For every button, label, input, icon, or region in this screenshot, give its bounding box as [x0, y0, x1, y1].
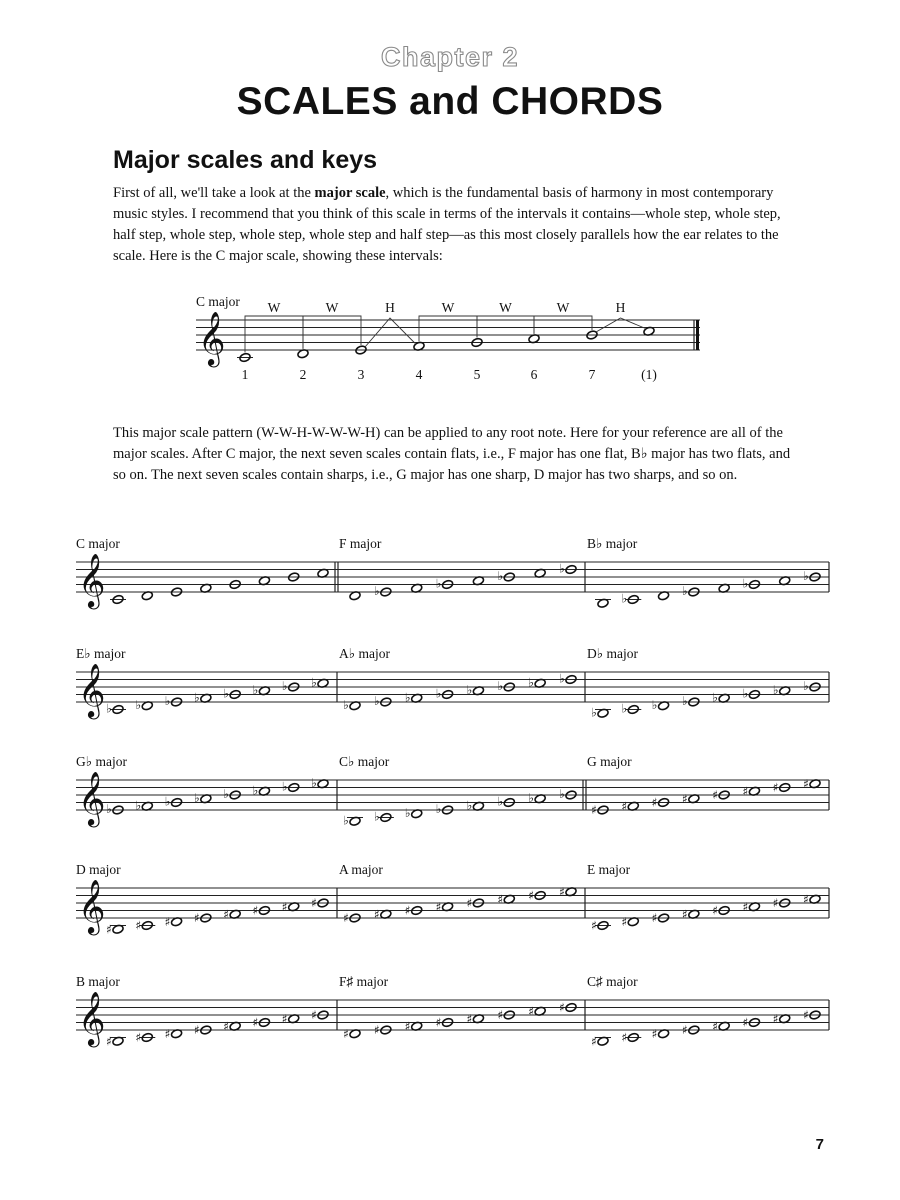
sharp-icon: ♯ [681, 791, 688, 806]
sharp-icon: ♯ [681, 907, 688, 922]
scale-label: A♭ major [339, 646, 390, 661]
sharp-icon: ♯ [559, 1000, 565, 1015]
sharp-icon: ♯ [772, 1011, 779, 1026]
interval-label: W [441, 300, 455, 315]
degree-label: 3 [357, 367, 365, 382]
flat-icon: ♭ [803, 569, 809, 583]
staff-lines [585, 562, 829, 592]
flat-icon: ♭ [343, 697, 349, 712]
degree-label: 7 [588, 367, 596, 382]
flat-icon: ♭ [497, 794, 504, 809]
whole-step-marker [477, 300, 534, 338]
sharp-icon: ♯ [435, 899, 442, 914]
treble-clef-icon: 𝄞 [78, 663, 106, 717]
interval-label: H [615, 300, 626, 315]
treble-clef-icon: 𝄞 [198, 311, 226, 365]
sharp-icon: ♯ [651, 911, 658, 925]
flat-icon: ♭ [223, 686, 229, 701]
scale-label: E major [587, 862, 631, 877]
sharp-icon: ♯ [223, 907, 230, 922]
flat-icon: ♭ [252, 783, 259, 798]
flat-icon: ♭ [194, 790, 200, 805]
sharp-icon: ♯ [404, 903, 411, 918]
flat-icon: ♭ [281, 679, 288, 693]
sharp-icon: ♯ [651, 795, 658, 810]
staff-lines [585, 888, 829, 918]
sharp-icon: ♯ [466, 896, 473, 910]
flat-icon: ♭ [404, 690, 411, 705]
flat-icon: ♭ [528, 675, 534, 690]
flat-icon: ♭ [223, 787, 229, 801]
sharp-icon: ♯ [135, 918, 142, 933]
flat-icon: ♭ [374, 694, 380, 708]
flat-icon: ♭ [374, 809, 380, 824]
staff-lines [585, 672, 829, 705]
flat-icon: ♭ [164, 694, 171, 708]
scale-label: A major [339, 862, 383, 877]
sharp-icon: ♯ [435, 1015, 442, 1030]
sharp-icon: ♯ [621, 914, 628, 929]
scale-label: B major [76, 974, 120, 989]
flat-icon: ♭ [651, 697, 658, 712]
whole-step-marker [245, 300, 303, 353]
scales-paragraph: This major scale pattern (W-W-H-W-W-W-H) can be applied to any root note. Here for your reference are all of the major scales. After C major, the next seven scales contain flats, i.e., F major has one flat, B♭ major has two flats, and so on. The next seven scales contain sharps, i.e., G major has one sharp, D major has two sharps, and so on. [113, 425, 791, 483]
treble-clef-icon: 𝄞 [78, 771, 106, 825]
sharp-icon: ♯ [742, 1015, 749, 1030]
example-staff [196, 320, 700, 350]
sharp-icon: ♯ [803, 1008, 809, 1022]
whole-step-marker [534, 300, 592, 334]
section-heading: Major scales and keys [113, 146, 378, 174]
treble-clef-icon: 𝄞 [78, 553, 106, 607]
interval-bracket [477, 316, 534, 338]
scale-label: C♭ major [339, 754, 390, 769]
flat-icon: ♭ [682, 584, 688, 598]
major-scale-term: major scale [314, 185, 386, 201]
flat-icon: ♭ [497, 569, 504, 583]
sharp-icon: ♯ [712, 903, 719, 918]
flat-icon: ♭ [404, 805, 411, 820]
sharp-icon: ♯ [712, 1019, 719, 1034]
sharp-icon: ♯ [373, 907, 380, 922]
intro-text-start: First of all, we'll take a look at the [113, 185, 315, 201]
scale-label: F♯ major [339, 974, 389, 989]
flat-icon: ♭ [106, 701, 112, 716]
scale-label: B♭ major [587, 536, 638, 551]
flat-icon: ♭ [466, 682, 473, 697]
sharp-icon: ♯ [466, 1011, 473, 1026]
interval-bracket [245, 316, 303, 353]
treble-clef-icon: 𝄞 [78, 991, 106, 1045]
interval-label: W [267, 300, 281, 315]
staff-lines [76, 672, 337, 705]
sharp-icon: ♯ [343, 1026, 349, 1041]
flat-icon: ♭ [164, 794, 171, 809]
flat-icon: ♭ [559, 561, 565, 576]
sharp-icon: ♯ [106, 922, 112, 937]
interval-label: W [325, 300, 339, 315]
staff-lines [585, 1000, 829, 1030]
flat-icon: ♭ [135, 697, 142, 712]
sharp-icon: ♯ [164, 914, 171, 929]
staff-lines [337, 780, 585, 813]
scale-label: G major [587, 754, 632, 769]
sharp-icon: ♯ [742, 784, 749, 799]
sharp-icon: ♯ [106, 1034, 112, 1049]
scale-label: C♯ major [587, 974, 638, 989]
half-step-marker [365, 300, 415, 347]
sharp-icon: ♯ [311, 896, 317, 910]
flat-icon: ♭ [742, 576, 749, 591]
page-number: 7 [815, 1136, 824, 1153]
treble-clef-icon: 𝄞 [78, 879, 106, 933]
degree-label: 2 [299, 367, 307, 382]
sharp-icon: ♯ [591, 803, 597, 817]
sharp-icon: ♯ [193, 1023, 200, 1037]
sharp-icon: ♯ [803, 776, 809, 791]
flat-icon: ♭ [772, 682, 779, 697]
flat-icon: ♭ [194, 690, 200, 705]
sharp-icon: ♯ [712, 788, 719, 802]
whole-step-marker [303, 300, 361, 349]
flat-icon: ♭ [742, 686, 749, 701]
flat-icon: ♭ [252, 682, 259, 697]
scale-label: D♭ major [587, 646, 638, 661]
scale-label: D major [76, 862, 121, 877]
flat-icon: ♭ [682, 694, 688, 708]
flat-icon: ♭ [311, 675, 317, 690]
flat-icon: ♭ [497, 679, 504, 693]
sharp-icon: ♯ [164, 1026, 171, 1041]
flat-icon: ♭ [435, 802, 442, 816]
final-barline-thick [696, 320, 699, 350]
degree-label: 1 [241, 367, 249, 382]
sharp-icon: ♯ [559, 884, 565, 899]
sharp-icon: ♯ [803, 892, 809, 907]
chapter-label: Chapter 2 [380, 42, 520, 72]
sharp-icon: ♯ [343, 911, 349, 925]
flat-icon: ♭ [559, 787, 565, 801]
interval-label: W [499, 300, 512, 315]
flat-icon: ♭ [559, 671, 565, 686]
sharp-icon: ♯ [621, 799, 628, 814]
interval-bracket [303, 316, 361, 349]
sharp-icon: ♯ [193, 911, 200, 925]
flat-icon: ♭ [343, 813, 349, 828]
sharp-icon: ♯ [528, 1004, 535, 1019]
sharp-icon: ♯ [497, 892, 504, 907]
sharp-icon: ♯ [311, 1008, 317, 1022]
sharp-icon: ♯ [772, 896, 779, 910]
sharp-icon: ♯ [591, 918, 597, 933]
sharp-icon: ♯ [591, 1034, 597, 1049]
flat-icon: ♭ [374, 584, 380, 598]
flat-icon: ♭ [435, 576, 442, 591]
flat-icon: ♭ [435, 686, 442, 701]
flat-icon: ♭ [803, 679, 809, 693]
sharp-icon: ♯ [497, 1008, 504, 1022]
scale-label: C major [76, 536, 120, 551]
sharp-icon: ♯ [651, 1026, 658, 1041]
sharp-icon: ♯ [135, 1030, 142, 1045]
flat-icon: ♭ [621, 591, 628, 606]
flat-icon: ♭ [281, 779, 288, 794]
interval-label: W [556, 300, 570, 315]
degree-label: (1) [641, 367, 657, 382]
flat-icon: ♭ [621, 701, 628, 716]
sharp-icon: ♯ [772, 780, 779, 795]
flat-icon: ♭ [712, 690, 718, 705]
degree-label: 4 [415, 367, 423, 382]
interval-label: H [385, 300, 395, 315]
sharp-icon: ♯ [223, 1019, 230, 1034]
intro-text-end: , which is the fundamental basis of harmony in most contemporary music styles. I recommend that you think of this scale in terms of the intervals it contains—whole step, whole step, half step, whole step, whole step, whole step and half step—as this most closely parallels how the ear relates to the scale. Here is the C major scale, showing these intervals: [113, 185, 781, 264]
staff-lines [76, 562, 337, 592]
sharp-icon: ♯ [252, 903, 259, 918]
scale-label: G♭ major [76, 754, 127, 769]
flat-icon: ♭ [466, 798, 473, 813]
chapter-title: SCALES and CHORDS [236, 80, 664, 123]
flat-icon: ♭ [106, 802, 112, 816]
degree-label: 6 [530, 367, 538, 382]
degree-label: 5 [473, 367, 481, 382]
sharp-icon: ♯ [681, 1023, 688, 1037]
scale-label: F major [339, 536, 382, 551]
sharp-icon: ♯ [404, 1019, 411, 1034]
sharp-icon: ♯ [742, 899, 749, 914]
sharp-icon: ♯ [621, 1030, 628, 1045]
scale-label: E♭ major [76, 646, 126, 661]
sharp-icon: ♯ [373, 1023, 380, 1037]
flat-icon: ♭ [311, 775, 317, 790]
sharp-icon: ♯ [252, 1015, 259, 1030]
sharp-icon: ♯ [281, 899, 288, 914]
interval-bracket [534, 316, 592, 334]
flat-icon: ♭ [591, 705, 597, 720]
flat-icon: ♭ [135, 798, 142, 813]
sharp-icon: ♯ [281, 1011, 288, 1026]
flat-icon: ♭ [528, 790, 534, 805]
sharp-icon: ♯ [528, 888, 535, 903]
example-label: C major [196, 294, 240, 309]
